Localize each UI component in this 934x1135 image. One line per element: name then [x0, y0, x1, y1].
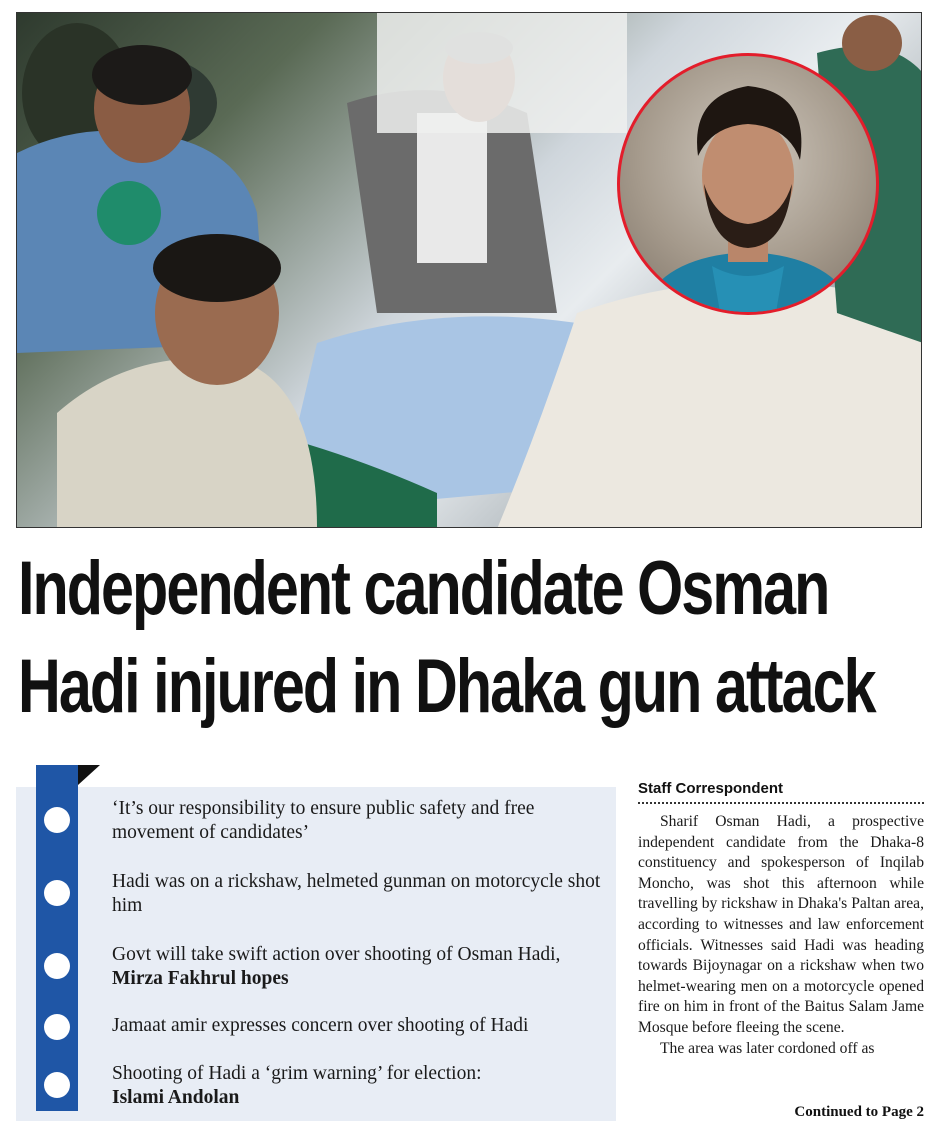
bullet-dot [44, 953, 70, 979]
highlight-text: Jamaat amir expresses concern over shooting of Hadi [112, 1015, 529, 1036]
headline-line-1: Independent candidate Osman [18, 546, 829, 631]
bullet-dot [44, 1014, 70, 1040]
highlight-item[interactable] [112, 943, 602, 991]
portrait-figure [620, 56, 876, 312]
bullet-bar-fold [78, 765, 100, 785]
headline [18, 540, 915, 736]
highlight-item[interactable] [112, 1014, 602, 1038]
news-photo [16, 12, 922, 528]
highlight-text-bold: Islami Andolan [112, 1087, 240, 1108]
continued-link[interactable]: Continued to Page 2 [794, 1104, 924, 1120]
highlight-text: Shooting of Hadi a ‘grim warning’ for election: [112, 1063, 482, 1084]
bullet-dot [44, 1072, 70, 1098]
story-paragraph: The area was later cordoned off as [660, 1039, 875, 1057]
highlight-text: ‘It’s our responsibility to ensure public safety and free movement of candidates’ [112, 798, 535, 843]
highlight-item[interactable] [112, 797, 602, 845]
bullet-dot [44, 880, 70, 906]
story-body [638, 812, 924, 1059]
highlight-text: Govt will take swift action over shooting of Osman Hadi, [112, 944, 561, 965]
headline-line-2: Hadi injured in Dhaka gun attack [18, 644, 875, 729]
portrait-inset [617, 53, 879, 315]
story-paragraph: Sharif Osman Hadi, a prospective independent candidate from the Dhaka-8 constituency and spokesperson of Inqilab Moncho, was shot this afternoon while travelling by rickshaw in Dhaka's Paltan area, according to witnesses and law enforcement officials. Witnesses said Hadi was heading towards Bijoynagar on a rickshaw when two helmet-wearing men on a motorcycle opened fire on him in front of the Baitus Salam Jame Mosque before fleeing the scene. [638, 813, 924, 1036]
highlight-item[interactable] [112, 870, 602, 918]
highlight-text-bold: Mirza Fakhrul hopes [112, 968, 289, 989]
byline: Staff Correspondent [638, 780, 924, 804]
highlight-text: Hadi was on a rickshaw, helmeted gunman on motorcycle shot him [112, 871, 601, 916]
highlight-item[interactable] [112, 1062, 602, 1110]
bullet-dot [44, 807, 70, 833]
